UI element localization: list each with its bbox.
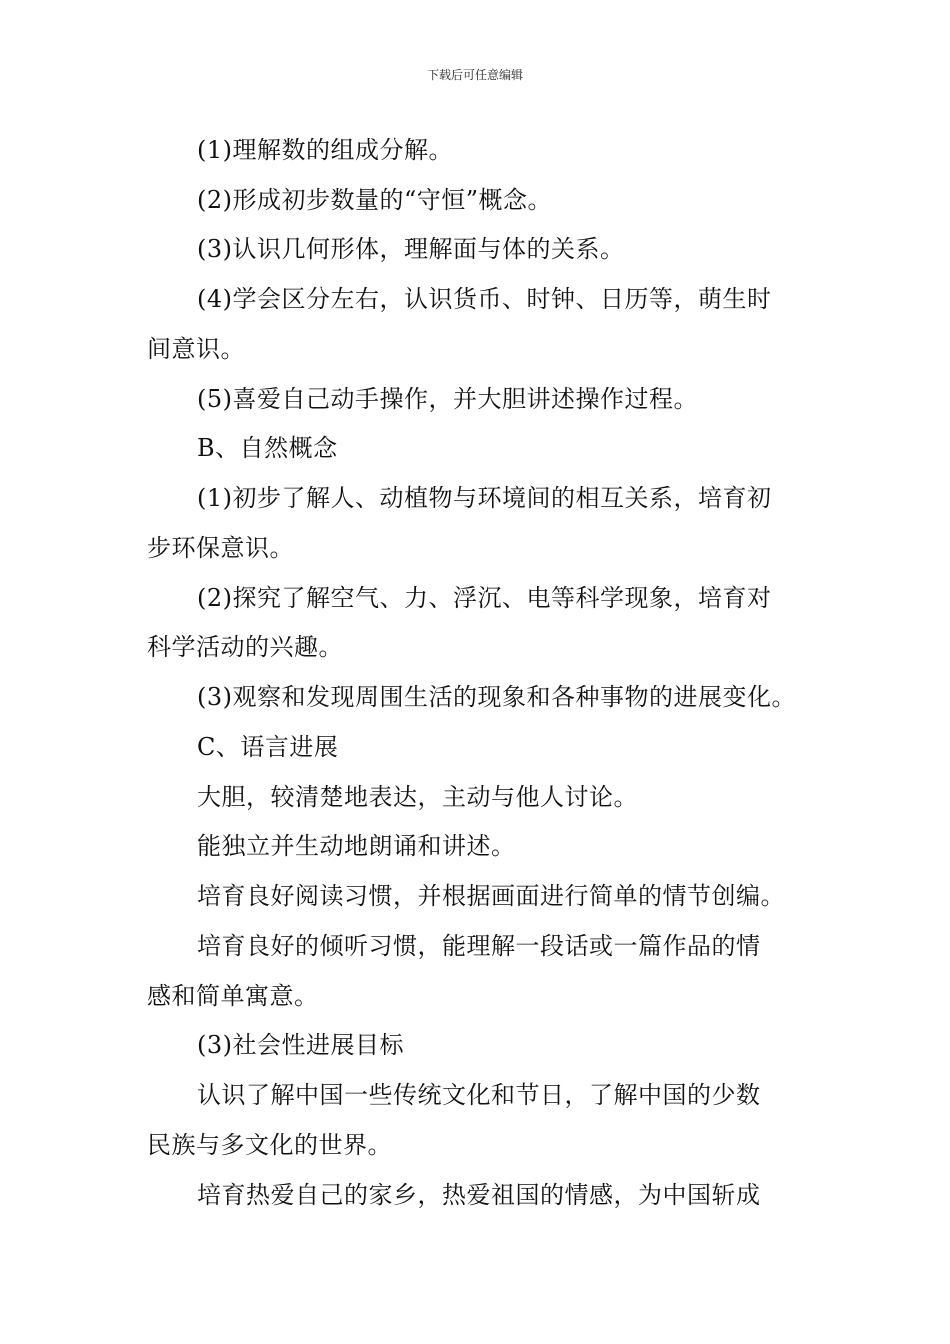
text-line-18: 感和简单寓意。 — [147, 982, 319, 1010]
text-line-1: (1)理解数的组成分解。 — [197, 136, 453, 164]
text-line-10: (2)探究了解空气、力、浮沉、电等科学现象，培育对 — [197, 584, 772, 612]
text-line-11: 科学活动的兴趣。 — [147, 633, 343, 661]
text-line-20: 认识了解中国一些传统文化和节日，了解中国的少数 — [197, 1081, 761, 1109]
text-line-17: 培育良好的倾听习惯，能理解一段话或一篇作品的情 — [197, 932, 761, 960]
text-line-12: (3)观察和发现周围生活的现象和各种事物的进展变化。 — [197, 683, 796, 711]
text-line-2: (2)形成初步数量的“守恒”概念。 — [197, 186, 553, 214]
text-line-7: B、自然概念 — [197, 434, 338, 462]
text-line-8: (1)初步了解人、动植物与环境间的相互关系，培育初 — [197, 484, 772, 512]
text-line-16: 培育良好阅读习惯，并根据画面进行简单的情节创编。 — [197, 882, 785, 910]
text-line-21: 民族与多文化的世界。 — [147, 1131, 392, 1159]
text-line-19: (3)社会性进展目标 — [197, 1031, 404, 1059]
text-line-4: (4)学会区分左右，认识货币、时钟、日历等，萌生时 — [197, 285, 772, 313]
text-line-5: 间意识。 — [147, 335, 245, 363]
text-line-15: 能独立并生动地朗诵和讲述。 — [197, 832, 516, 860]
text-line-22: 培育热爱自己的家乡，热爱祖国的情感，为中国斩成 — [197, 1181, 761, 1209]
text-line-13: C、语言进展 — [197, 733, 339, 761]
page-header: 下载后可任意编辑 — [426, 68, 523, 82]
text-line-9: 步环保意识。 — [147, 534, 294, 562]
text-line-3: (3)认识几何形体，理解面与体的关系。 — [197, 235, 625, 263]
text-line-6: (5)喜爱自己动手操作，并大胆讲述操作过程。 — [197, 385, 698, 413]
text-line-14: 大胆，较清楚地表达，主动与他人讨论。 — [197, 783, 638, 811]
